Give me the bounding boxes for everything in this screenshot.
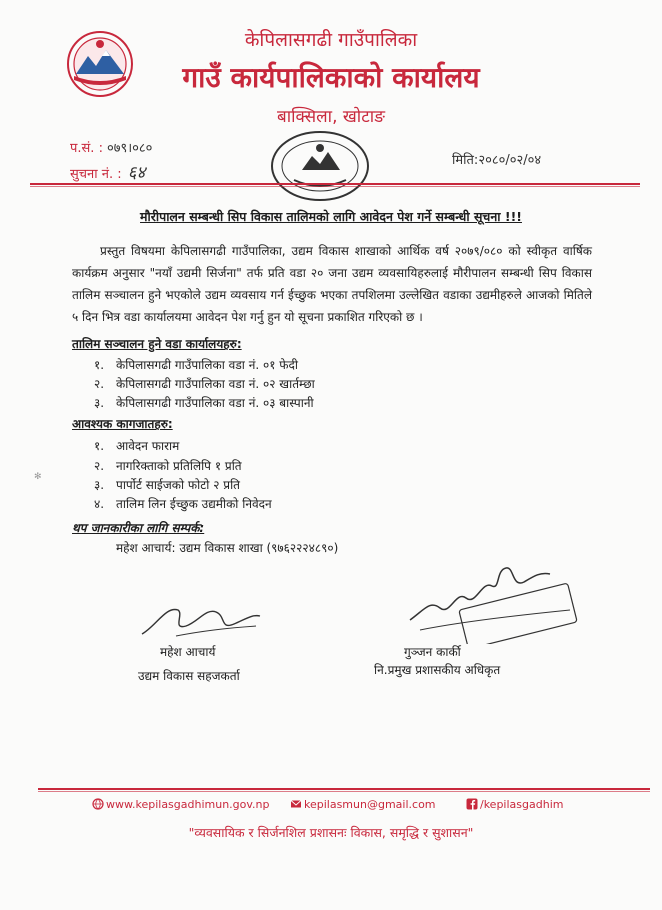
footer-divider-thin [38,791,650,792]
scan-mark: ✻ [34,472,42,482]
ps-value: ०७९।०८० [106,141,153,156]
letter-date [452,150,541,168]
right-signature [400,560,580,644]
date-label: मिति: [452,153,479,168]
ps-label: प.सं. : [70,141,103,156]
office-title: गाउँ कार्यपालिकाको कार्यालय [182,61,480,94]
left-signer-name: महेश आचार्य [160,645,216,659]
notice-body: प्रस्तुत विषयमा केपिलासगढी गाउँपालिका, उद्यम विकास शाखाको आर्थिक वर्ष २०७९/०८० को स्वीकृत वार्षिक कार्यक्रम अनुसार "नयाँ उद्यमी सिर्जना" तर्फ प्रति वडा २० जना उद्यम व्यवसायिहरुलाई मौरीपालन सम्बन्धी सिप विकास तालिम सञ्चालन हुने भएकोले उद्यम व्यवसाय गर्न ईच्छुक भएका तपशिलमा उल्लेखित वडाका उद्यमीहरुले आजको मितिले ५ दिन भित्र वडा कार्यालयमा आवेदन पेश गर्नु हुन यो सूचना प्रकाशित गरिएको छ । [72,244,592,324]
list-item: १. केपिलासगढी गाउँपालिका वडा नं. ०१ फेदी [94,358,299,372]
footer-divider [38,788,650,790]
reference-number [70,138,152,156]
list-item: २. केपिलासगढी गाउँपालिका वडा नं. ०२ खार्तम्छा [94,377,315,391]
left-signer-role: उद्यम विकास सहजकर्ता [138,669,240,683]
globe-icon [92,798,104,810]
office-stamp [268,126,372,204]
footer-website[interactable]: www.kepilasgadhimun.gov.np [92,798,270,811]
list-item: ४. तालिम लिन ईच्छुक उद्यमीको निवेदन [94,497,272,511]
municipality-name: केपिलासगढी गाउँपालिका [244,29,418,51]
office-location: बाक्सिला, खोटाङ [276,107,385,127]
notice-label: सुचना नं. : [70,167,122,182]
list-item: १. आवेदन फाराम [94,439,180,453]
header-divider [30,183,640,185]
right-signer-name: गुञ्जन कार्की [404,645,461,659]
list-item: ३. पार्पोर्ट साईजको फोटो २ प्रति [94,478,241,492]
header-divider-thin [30,186,640,187]
date-value: २०८०/०२/०४ [478,153,542,168]
mail-icon [290,798,302,810]
list-item: ३. केपिलासगढी गाउँपालिका वडा नं. ०३ बास्पानी [94,396,314,410]
notice-value: ६४ [127,163,146,183]
contact-line: महेश आचार्य: उद्यम विकास शाखा (९७६२२२४८९०) [116,541,339,555]
footer-email[interactable]: kepilasmun@gmail.com [290,798,436,811]
notice-number [70,160,145,183]
list-item: २. नागरिक्ताको प्रतिलिपि १ प्रति [94,459,242,473]
facebook-icon [466,798,478,810]
right-signer-role: नि.प्रमुख प्रशासकीय अधिकृत [374,663,501,677]
left-signature [136,596,266,642]
footer-facebook[interactable]: /kepilasgadhim [466,798,563,811]
contact-heading: थप जानकारीका लागि सम्पर्क: [72,521,205,535]
docs-heading: आवश्यक कागजातहरु: [72,417,173,431]
wards-heading: तालिम सञ्चालन हुने वडा कार्यालयहरु: [72,337,242,351]
footer-slogan: "व्यवसायिक र सिर्जनशिल प्रशासनः विकास, समृद्धि र सुशासन" [188,825,474,840]
notice-title: मौरीपालन सम्बन्धी सिप विकास तालिमको लागि आवेदन पेश गर्ने सम्बन्धी सूचना !!! [140,209,522,224]
